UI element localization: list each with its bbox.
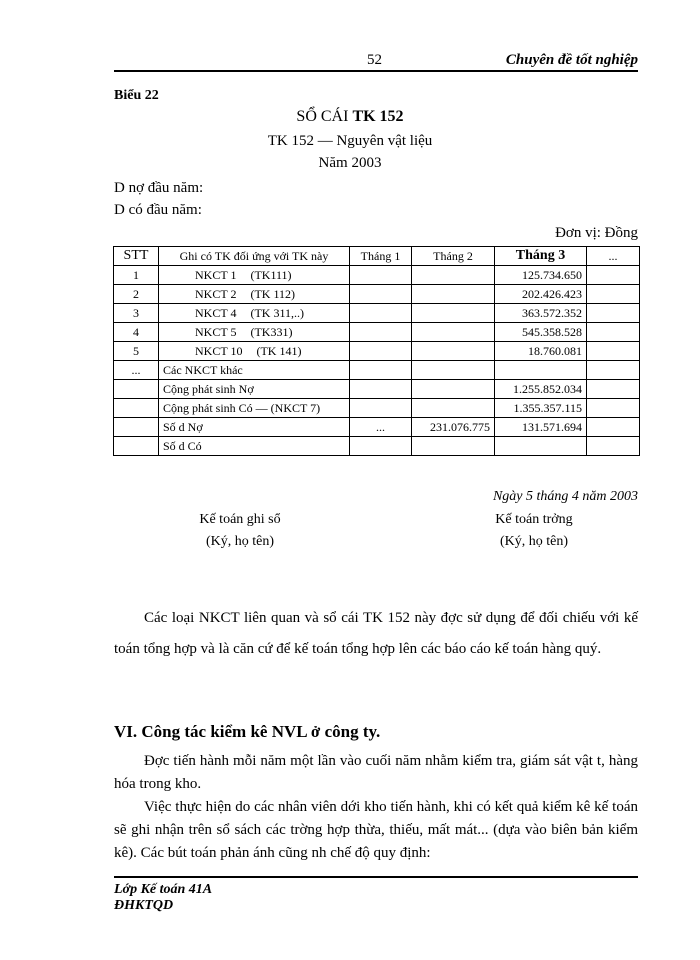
cell-more — [587, 266, 640, 285]
cell-account — [159, 323, 350, 342]
table-row — [114, 342, 640, 361]
cell-month1 — [350, 361, 412, 380]
cell-stt — [114, 399, 159, 418]
cell-more — [587, 304, 640, 323]
cell-stt: ... — [114, 361, 159, 380]
cell-month3: 125.734.650 — [495, 266, 587, 285]
cell-stt: 2 — [114, 285, 159, 304]
title-prefix: SỔ CÁI — [296, 108, 349, 125]
cell-month1 — [350, 399, 412, 418]
cell-month2 — [412, 304, 495, 323]
table-row — [114, 266, 640, 285]
cell-more — [587, 285, 640, 304]
cell-stt: 5 — [114, 342, 159, 361]
cell-month1 — [350, 380, 412, 399]
table-row — [114, 304, 640, 323]
cell-stt — [114, 437, 159, 456]
table-row — [114, 323, 640, 342]
cell-month2 — [412, 323, 495, 342]
account-name: NKCT 2 — [195, 286, 237, 301]
header-rule — [114, 70, 638, 72]
cell-account — [159, 437, 350, 456]
signature-bookkeeper — [140, 512, 340, 550]
cell-month2 — [412, 361, 495, 380]
cell-account — [159, 342, 350, 361]
footer-rule — [114, 876, 638, 878]
account-name: Số d Có — [163, 438, 202, 453]
chief-accountant-note: (Ký, họ tên) — [499, 534, 569, 549]
col-header-account: Ghi có TK đối ứng với TK này — [159, 247, 350, 266]
cell-stt: 4 — [114, 323, 159, 342]
debit-opening-balance: D nợ đầu năm: — [114, 180, 204, 196]
paragraph-ledger-usage: Các loại NKCT liên quan và sổ cái TK 152 này đợc sử dụng để đối chiếu với kế toán tổng hợp và là căn cứ để kế toán tổng hợp lên các báo cáo kế toán hàng quý. — [114, 610, 638, 657]
cell-more — [587, 399, 640, 418]
account-name: Cộng phát sinh Có — (NKCT 7) — [163, 400, 321, 415]
cell-month1 — [350, 437, 412, 456]
cell-month3: 1.255.852.034 — [495, 380, 587, 399]
cell-stt: 3 — [114, 304, 159, 323]
cell-account — [159, 285, 350, 304]
cell-month3: 363.572.352 — [495, 304, 587, 323]
account-name: Các NKCT khác — [163, 362, 243, 377]
cell-month3 — [495, 361, 587, 380]
table-row — [114, 380, 640, 399]
document-year: Năm 2003 — [318, 155, 382, 171]
cell-month2: 231.076.775 — [412, 418, 495, 437]
cell-month1 — [350, 342, 412, 361]
cell-month3 — [495, 437, 587, 456]
cell-month1 — [350, 285, 412, 304]
account-name: NKCT 4 — [195, 305, 237, 320]
account-code: (TK 141) — [256, 343, 302, 358]
table-row — [114, 285, 640, 304]
account-code: (TK 112) — [250, 286, 295, 301]
account-name: NKCT 5 — [195, 324, 237, 339]
document-subtitle: TK 152 — Nguyên vật liệu — [267, 133, 433, 149]
account-code: (TK331) — [250, 324, 293, 339]
currency-unit: Đơn vị: Đồng — [555, 225, 638, 241]
col-header-month2: Tháng 2 — [412, 247, 495, 266]
bookkeeper-title: Kế toán ghi sổ — [199, 512, 281, 527]
col-header-stt: STT — [114, 247, 159, 266]
cell-month2 — [412, 285, 495, 304]
table-row — [114, 418, 640, 437]
cell-month3: 202.426.423 — [495, 285, 587, 304]
cell-month1 — [350, 304, 412, 323]
cell-account — [159, 266, 350, 285]
cell-stt — [114, 418, 159, 437]
cell-month2 — [412, 380, 495, 399]
cell-more — [587, 437, 640, 456]
cell-month2 — [412, 399, 495, 418]
account-name: Cộng phát sinh Nợ — [163, 381, 254, 396]
cell-month1 — [350, 266, 412, 285]
document-title — [0, 108, 700, 126]
cell-month2 — [412, 342, 495, 361]
cell-account — [159, 361, 350, 380]
account-name: NKCT 1 — [195, 267, 237, 282]
account-code: (TK111) — [250, 267, 292, 282]
page-number: 52 — [367, 52, 382, 68]
account-code: (TK 311,..) — [250, 305, 304, 320]
cell-month3: 131.571.694 — [495, 418, 587, 437]
cell-month3: 1.355.357.115 — [495, 399, 587, 418]
table-row — [114, 437, 640, 456]
form-label: Biểu 22 — [114, 88, 159, 103]
table-row — [114, 399, 640, 418]
signature-chief-accountant — [434, 512, 634, 550]
section-paragraph-2: Việc thực hiện do các nhân viên dới kho tiến hành, khi có kết quả kiểm kê kế toán sẽ ghi nhận trên sổ sách các trờng hợp thừa, thiếu, mất mát... (dựa vào biên bản kiểm kê). Các bút toán phản ánh cũng nh chế độ quy định: — [114, 799, 638, 861]
section-paragraph-1: Đợc tiến hành mỗi năm một lần vào cuối năm nhằm kiểm tra, giám sát vật t, hàng hóa trong kho. — [114, 753, 638, 792]
cell-more — [587, 323, 640, 342]
cell-account — [159, 399, 350, 418]
cell-month1 — [350, 323, 412, 342]
header-title: Chuyên đề tốt nghiệp — [505, 52, 638, 68]
cell-stt — [114, 380, 159, 399]
cell-account — [159, 304, 350, 323]
col-header-more: ... — [587, 247, 640, 266]
cell-more — [587, 418, 640, 437]
cell-month2 — [412, 266, 495, 285]
credit-opening-balance: D có đầu năm: — [114, 202, 202, 218]
cell-account — [159, 380, 350, 399]
cell-month3: 545.358.528 — [495, 323, 587, 342]
cell-month1: ... — [350, 418, 412, 437]
ledger-table — [113, 246, 640, 456]
bookkeeper-note: (Ký, họ tên) — [205, 534, 275, 549]
title-account: TK 152 — [352, 108, 404, 125]
footer-class: Lớp Kế toán 41A — [114, 882, 213, 897]
signature-date: Ngày 5 tháng 4 năm 2003 — [492, 489, 638, 504]
cell-month3: 18.760.081 — [495, 342, 587, 361]
cell-stt: 1 — [114, 266, 159, 285]
account-name: NKCT 10 — [195, 343, 243, 358]
table-header-row — [114, 247, 640, 266]
account-name: Số d Nợ — [163, 419, 203, 434]
chief-accountant-title: Kế toán trởng — [495, 512, 573, 527]
cell-more — [587, 361, 640, 380]
cell-account — [159, 418, 350, 437]
cell-more — [587, 380, 640, 399]
footer-school: ĐHKTQD — [114, 898, 174, 913]
section-heading: VI. Công tác kiểm kê NVL ở công ty. — [114, 722, 381, 741]
cell-more — [587, 342, 640, 361]
col-header-month1: Tháng 1 — [350, 247, 412, 266]
cell-month2 — [412, 437, 495, 456]
col-header-month3: Tháng 3 — [495, 247, 587, 266]
table-row — [114, 361, 640, 380]
